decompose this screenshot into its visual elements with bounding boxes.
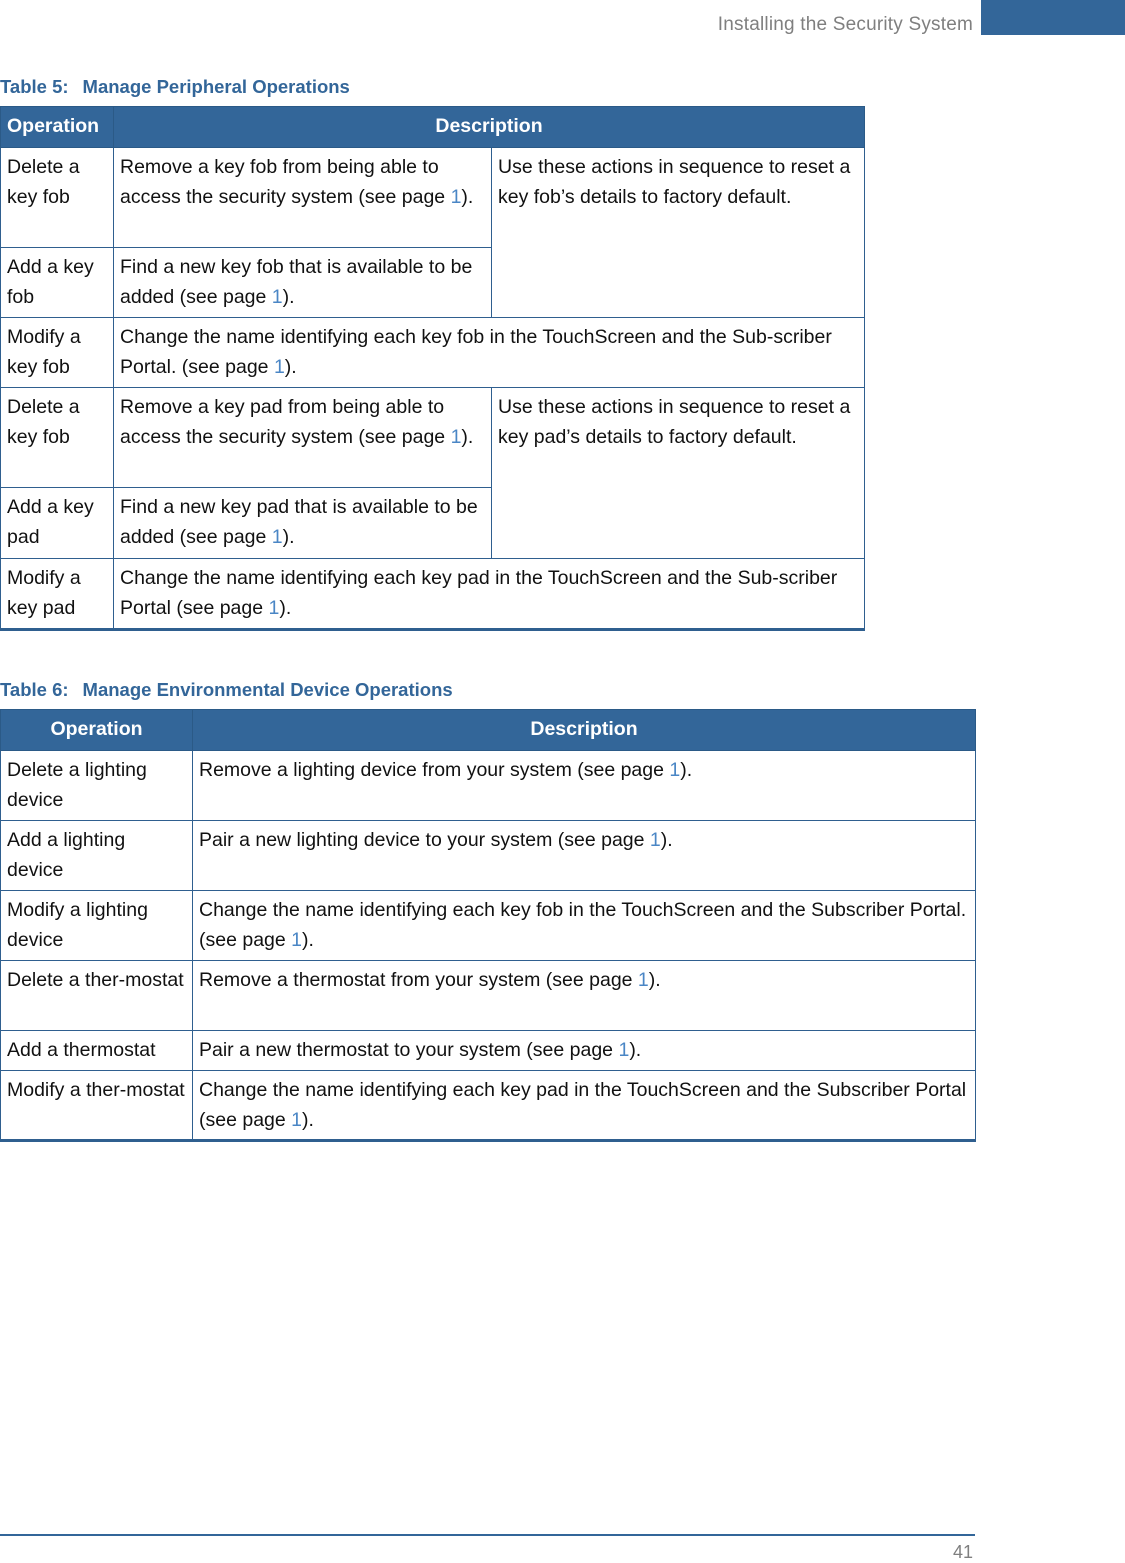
operation-cell: Delete a key fob bbox=[1, 388, 114, 488]
operation-cell: Delete a lighting device bbox=[1, 751, 193, 821]
table-row bbox=[1, 891, 976, 961]
operation-cell: Add a thermostat bbox=[1, 1031, 193, 1071]
table-row bbox=[1, 388, 865, 488]
table6 bbox=[0, 709, 976, 1142]
table5-header-description: Description bbox=[114, 107, 865, 148]
table5-caption-label: Table 5: bbox=[0, 76, 69, 97]
table-row bbox=[1, 821, 976, 891]
operation-cell: Modify a key fob bbox=[1, 318, 114, 388]
table5-caption-title: Manage Peripheral Operations bbox=[82, 76, 350, 97]
description-cell: Remove a key pad from being able to access the security system (see page 1). bbox=[114, 388, 492, 488]
description-cell: Pair a new lighting device to your system (see page 1). bbox=[193, 821, 976, 891]
page-reference-link[interactable]: 1 bbox=[273, 355, 285, 378]
table5-caption bbox=[0, 76, 350, 98]
table6-caption-title: Manage Environmental Device Operations bbox=[82, 679, 453, 700]
footer-divider bbox=[0, 1534, 975, 1536]
table6-header-operation: Operation bbox=[1, 710, 193, 751]
running-header-title: Installing the Security System bbox=[717, 14, 973, 35]
operation-cell: Add a key pad bbox=[1, 488, 114, 559]
table6-header-row bbox=[1, 710, 976, 751]
description-cell: Change the name identifying each key fob in the TouchScreen and the Subscriber Portal. (see page 1). bbox=[193, 891, 976, 961]
page-reference-link[interactable]: 1 bbox=[268, 596, 280, 619]
page-reference-link[interactable]: 1 bbox=[291, 1108, 303, 1131]
page-reference-link[interactable]: 1 bbox=[291, 928, 303, 951]
note-cell: Use these actions in sequence to reset a key pad’s details to factory default. bbox=[492, 388, 865, 559]
header-accent-bar bbox=[981, 0, 1125, 35]
description-cell: Remove a lighting device from your system (see page 1). bbox=[193, 751, 976, 821]
page-number: 41 bbox=[952, 1542, 973, 1562]
page-reference-link[interactable]: 1 bbox=[271, 285, 283, 308]
page-reference-link[interactable]: 1 bbox=[450, 185, 462, 208]
table-row bbox=[1, 961, 976, 1031]
description-cell: Change the name identifying each key fob in the TouchScreen and the Sub-scriber Portal. (see page 1). bbox=[114, 318, 865, 388]
page-reference-link[interactable]: 1 bbox=[637, 969, 649, 991]
page-reference-link[interactable]: 1 bbox=[271, 525, 283, 548]
operation-cell: Add a lighting device bbox=[1, 821, 193, 891]
description-cell: Pair a new thermostat to your system (see page 1). bbox=[193, 1031, 976, 1071]
table6-header-description: Description bbox=[193, 710, 976, 751]
operation-cell: Modify a lighting device bbox=[1, 891, 193, 961]
description-cell: Change the name identifying each key pad in the TouchScreen and the Sub-scriber Portal (see page 1). bbox=[114, 559, 865, 630]
page-reference-link[interactable]: 1 bbox=[450, 425, 462, 448]
operation-cell: Modify a key pad bbox=[1, 559, 114, 630]
table5 bbox=[0, 106, 865, 631]
table-row bbox=[1, 751, 976, 821]
operation-cell: Delete a ther-mostat bbox=[1, 961, 193, 1031]
table-row bbox=[1, 318, 865, 388]
description-cell: Find a new key fob that is available to be added (see page 1). bbox=[114, 248, 492, 318]
description-cell: Find a new key pad that is available to be added (see page 1). bbox=[114, 488, 492, 559]
operation-cell: Add a key fob bbox=[1, 248, 114, 318]
table5-header-row bbox=[1, 107, 865, 148]
table-row bbox=[1, 148, 865, 248]
page-reference-link[interactable]: 1 bbox=[669, 759, 681, 781]
note-cell: Use these actions in sequence to reset a key fob’s details to factory default. bbox=[492, 148, 865, 318]
table5-header-operation: Operation bbox=[1, 107, 114, 148]
operation-cell: Modify a ther-mostat bbox=[1, 1071, 193, 1141]
page-reference-link[interactable]: 1 bbox=[618, 1039, 630, 1061]
page-reference-link[interactable]: 1 bbox=[649, 829, 661, 851]
table6-caption bbox=[0, 679, 453, 701]
description-cell: Remove a key fob from being able to access the security system (see page 1). bbox=[114, 148, 492, 248]
operation-cell: Delete a key fob bbox=[1, 148, 114, 248]
description-cell: Change the name identifying each key pad in the TouchScreen and the Subscriber Portal (see page 1). bbox=[193, 1071, 976, 1141]
table6-caption-label: Table 6: bbox=[0, 679, 69, 700]
table-row bbox=[1, 1031, 976, 1071]
description-cell: Remove a thermostat from your system (see page 1). bbox=[193, 961, 976, 1031]
table-row bbox=[1, 559, 865, 630]
table-row bbox=[1, 1071, 976, 1141]
